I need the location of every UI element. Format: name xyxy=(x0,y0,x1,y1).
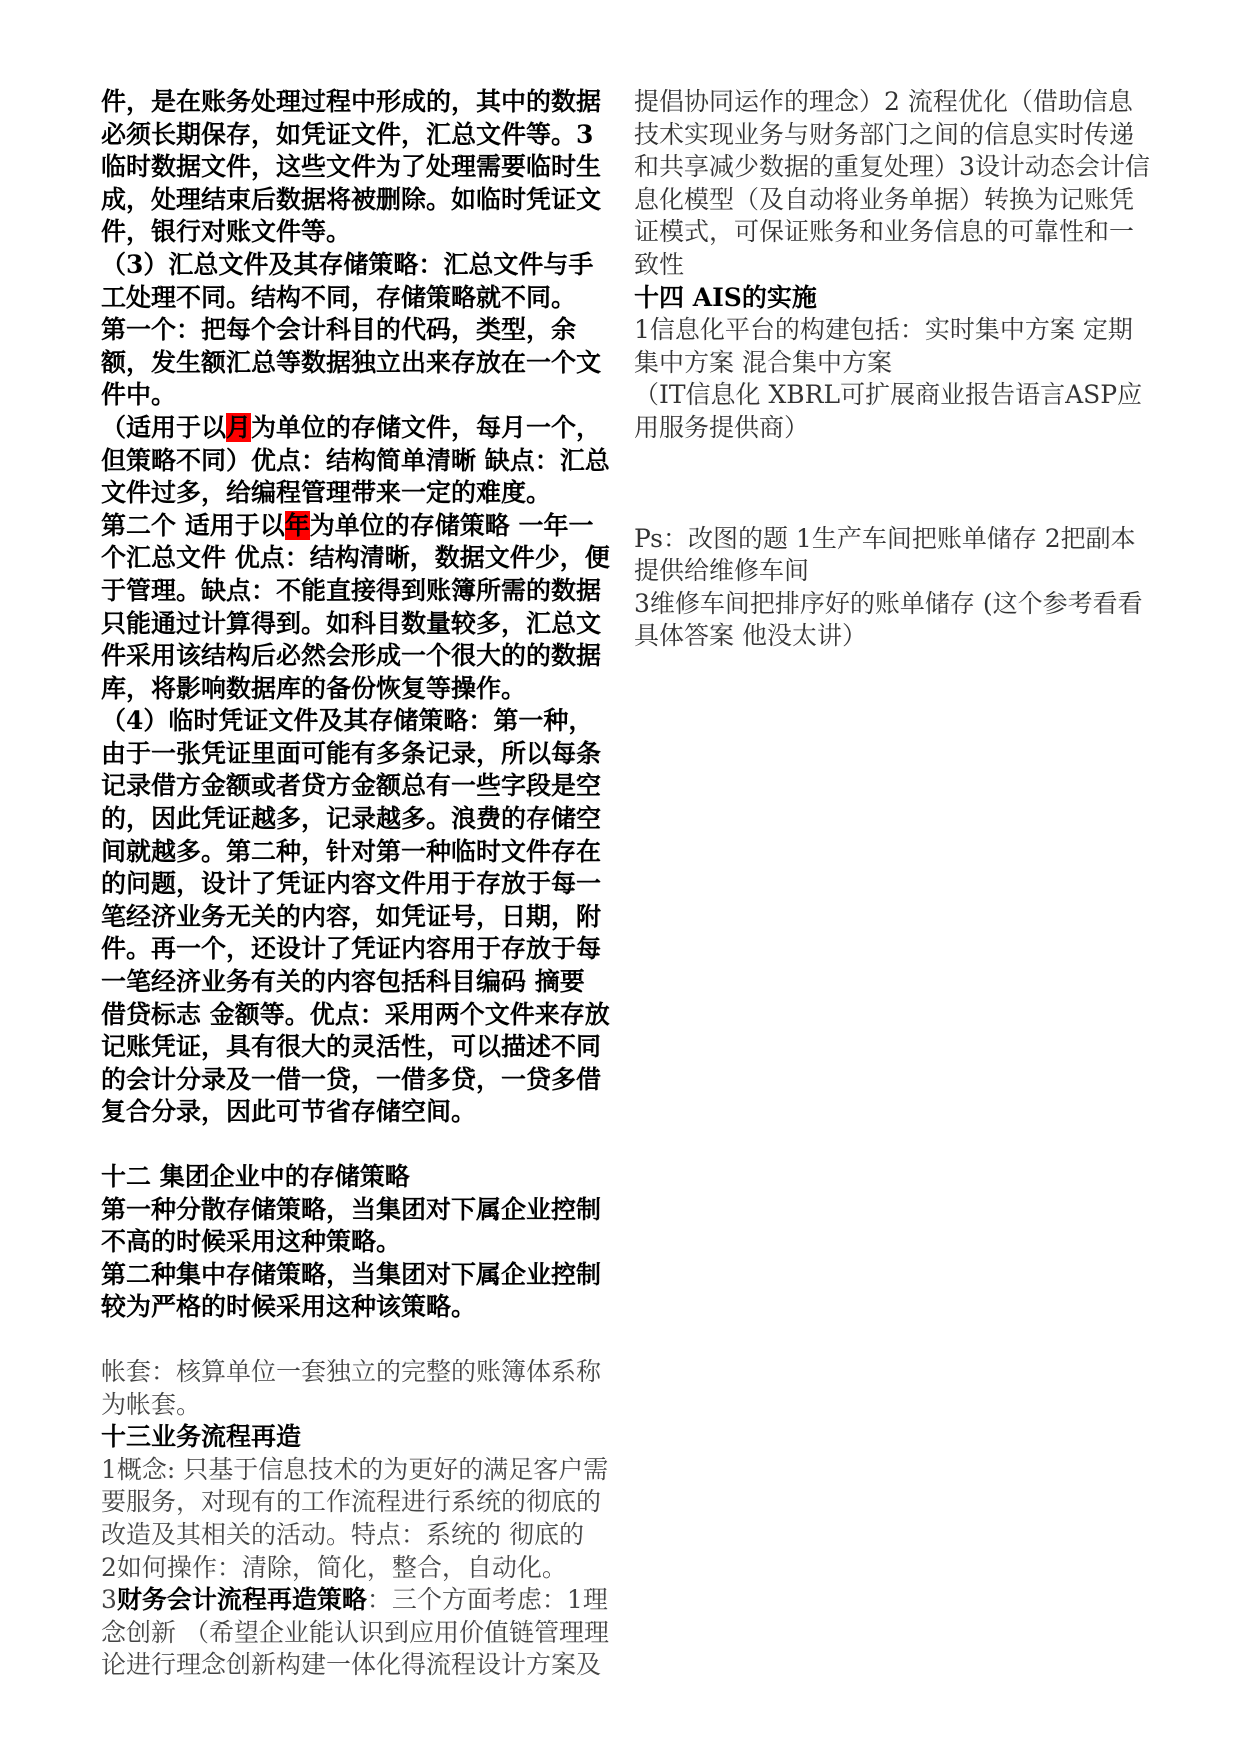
paragraph-repair: 3维修车间把排序好的账单储存 (这个参考看看 具体答案 他没太讲） xyxy=(634,588,1143,651)
text-run-bold: 财务会计流程再造策略 xyxy=(116,1585,367,1615)
highlight-month: 月 xyxy=(226,412,252,442)
paragraph-ps: Ps：改图的题 1生产车间把账单储存 2把副本提供给维修车间 xyxy=(634,523,1136,586)
left-column xyxy=(101,86,616,1682)
paragraph-process-optimization: 提倡协同运作的理念）2 流程优化（借助信息技术实现业务与财务部门之间的信息实时传递和共享减少数据的重复处理）3设计动态会计信息化模型（及自动将业务单据）转换为记账凭证模式，可保证账务和业务信息的可靠性和一致性 xyxy=(634,87,1150,279)
text-run: 3 xyxy=(101,1585,117,1615)
heading-section-14: 十四 AIS的实施 xyxy=(634,282,817,312)
heading-section-13: 十三业务流程再造 xyxy=(101,1422,302,1452)
text-run: 为单位的存储策略 一年一个汇总文件 优点：结构清晰，数据文件少，便于管理。缺点：不能直接得到账簿所需的数据只能通过计算得到。如科目数量较多，汇总文件采用该结构后必然会形成一个很大的的数据库，将影响数据库的备份恢复等操作。 xyxy=(101,510,610,703)
text-run: ：三个方面考虑：1理念创新 （希望企业能认识到应用价值链管理理论进行理念创新构建一体化得流程设计方案及 xyxy=(101,1585,609,1680)
paragraph-how-to: 2如何操作：清除，简化，整合，自动化。 xyxy=(101,1552,567,1582)
heading-section-12: 十二 集团企业中的存储策略 xyxy=(101,1162,410,1191)
paragraph-platform: 1信息化平台的构建包括：实时集中方案 定期集中方案 混合集中方案 xyxy=(634,315,1133,377)
text-run: （适用于以 xyxy=(101,412,227,442)
paragraph-yearly xyxy=(101,510,616,706)
paragraph-strategy-one: 第一个：把每个会计科目的代码，类型，余额，发生额汇总等数据独立出来存放在一个文件中。 xyxy=(101,315,602,410)
highlight-year: 年 xyxy=(284,510,310,540)
paragraph-distributed: 第一种分散存储策略，当集团对下属企业控制不高的时候采用这种策略。 xyxy=(101,1194,602,1257)
paragraph-centralized: 第二种集中存储策略，当集团对下属企业控制较为严格的时候采用这种该策略。 xyxy=(101,1259,602,1322)
paragraph-monthly xyxy=(101,412,616,510)
paragraph-account-set: 帐套：核算单位一套独立的完整的账簿体系称为帐套。 xyxy=(101,1356,602,1419)
paragraph-concept: 1概念: 只基于信息技术的为更好的满足客户需要服务，对现有的工作流程进行系统的彻底的改造及其相关的活动。特点：系统的 彻底的 xyxy=(101,1454,609,1549)
text-run: 为单位的存储文件，每月一个，但策略不同）优点：结构简单清晰 缺点：汇总文件过多，给编程管理带来一定的难度。 xyxy=(101,412,610,508)
text-run: 第二个 适用于以 xyxy=(101,510,285,540)
paragraph-reengineering xyxy=(101,1584,616,1682)
paragraph-it: （IT信息化 XBRL可扩展商业报告语言ASP应用服务提供商） xyxy=(634,380,1143,442)
paragraph-data-files: 件，是在账务处理过程中形成的，其中的数据必须长期保存，如凭证文件，汇总文件等。3临时数据文件，这些文件为了处理需要临时生成，处理结束后数据将被删除。如临时凭证文件，银行对账文件等。 xyxy=(101,87,602,247)
paragraph-summary-files: （3）汇总文件及其存储策略：汇总文件与手工处理不同。结构不同，存储策略就不同。 xyxy=(101,249,594,312)
right-column xyxy=(634,86,1152,653)
paragraph-temp-voucher: （4）临时凭证文件及其存储策略：第一种，由于一张凭证里面可能有多条记录，所以每条记录借方金额或者贷方金额总有一些字段是空的，因此凭证越多，记录越多。浪费的存储空间就越多。第二种，针对第一种临时文件存在的问题，设计了凭证内容文件用于存放于每一笔经济业务无关的内容，如凭证号，日期，附件。再一个，还设计了凭证内容用于存放于每一笔经济业务有关的内容包括科目编码 摘要 借贷标志 金额等。优点：采用两个文件来存放记账凭证，具有很大的灵活性，可以描述不同的会计分录及一借一贷，一借多贷，一贷多借复合分录，因此可节省存储空间。 xyxy=(101,706,610,1127)
